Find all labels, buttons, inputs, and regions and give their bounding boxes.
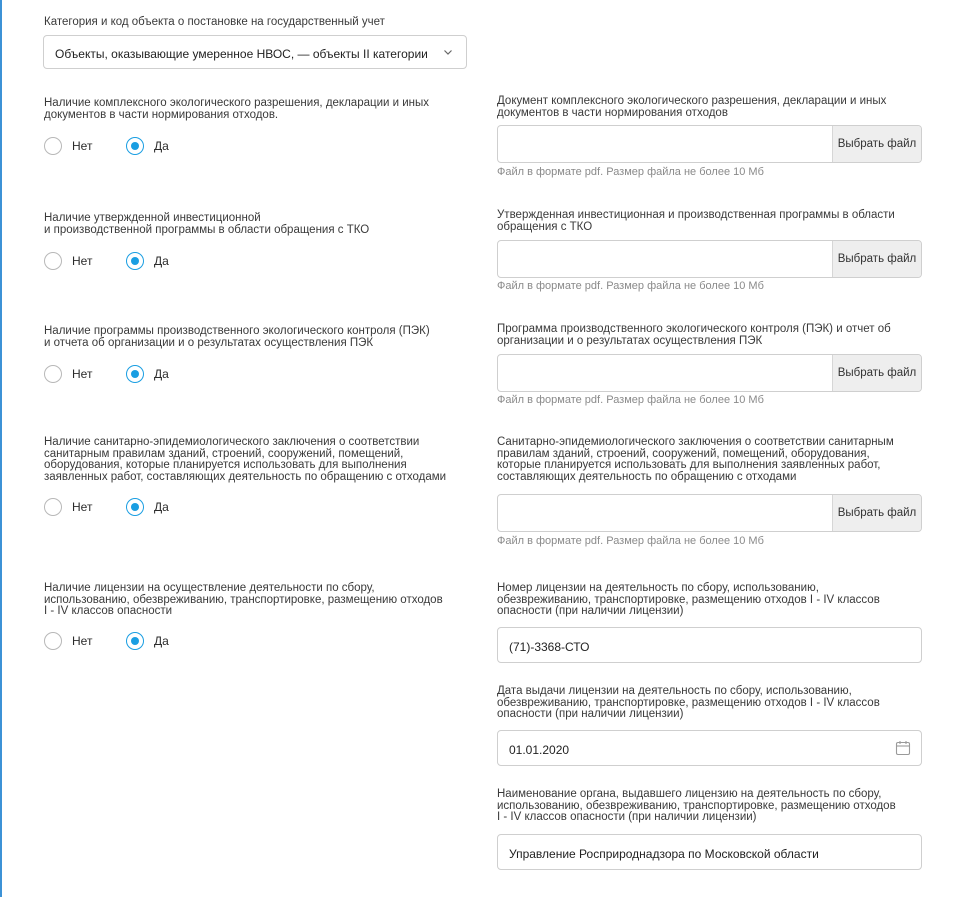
license-date-value: 01.01.2020	[509, 743, 570, 757]
investment-program-file-input[interactable]	[497, 240, 922, 278]
investment-program-doc-label: Утвержденная инвестиционная и производственная программы в области обращения с ТКО	[497, 209, 895, 233]
eco-permit-file-input[interactable]	[497, 125, 922, 163]
sanitary-radio-no[interactable]	[44, 497, 92, 517]
radio-circle[interactable]	[44, 365, 62, 383]
radio-circle-selected[interactable]	[126, 632, 144, 650]
question-sanitary-label: Наличие санитарно-эпидемиологического заключения о соответствии санитарным правилам зданий, строений, сооружений, помещений, оборудования, которые планируется использовать для выполнения заявленных работ, составляющих деятельность по обращению с отходами	[44, 436, 447, 483]
pek-radio-yes[interactable]	[126, 364, 169, 384]
radio-circle-selected[interactable]	[126, 498, 144, 516]
radio-circle-selected[interactable]	[126, 252, 144, 270]
file-hint: Файл в формате pdf. Размер файла не более 10 Мб	[497, 280, 764, 292]
radio-yes-label: Да	[154, 500, 169, 514]
radio-circle[interactable]	[44, 137, 62, 155]
license-issuer-label: Наименование органа, выдавшего лицензию на деятельность по сбору, использованию, обезвреживанию, транспортировке, размещению отходов I - IV классов опасности (при наличии лицензии)	[497, 788, 896, 823]
radio-yes-label: Да	[154, 139, 169, 153]
category-select[interactable]	[43, 35, 467, 69]
calendar-icon[interactable]	[895, 740, 911, 756]
radio-yes-label: Да	[154, 254, 169, 268]
license-date-label: Дата выдачи лицензии на деятельность по сбору, использованию, обезвреживанию, транспортировке, размещению отходов I - IV классов опасности (при наличии лицензии)	[497, 685, 880, 720]
chevron-down-icon	[443, 47, 453, 57]
choose-file-button[interactable]: Выбрать файл	[832, 241, 921, 277]
license-date-input[interactable]	[497, 730, 922, 766]
license-number-input[interactable]	[497, 627, 922, 663]
license-number-label: Номер лицензии на деятельность по сбору, использованию, обезвреживанию, транспортировке, размещению отходов I - IV классов опасности (при наличии лицензии)	[497, 582, 880, 617]
category-select-value: Объекты, оказывающие умеренное НВОС, — объекты II категории	[55, 47, 428, 61]
investment-program-radio-group	[44, 251, 224, 271]
pek-radio-group	[44, 364, 224, 384]
license-issuer-input[interactable]	[497, 834, 922, 870]
radio-no-label: Нет	[72, 634, 93, 648]
left-accent-border	[0, 0, 2, 897]
pek-radio-no[interactable]	[44, 364, 92, 384]
pek-file-input[interactable]	[497, 354, 922, 392]
radio-no-label: Нет	[72, 254, 93, 268]
category-label: Категория и код объекта о постановке на государственный учет	[44, 16, 385, 28]
choose-file-button[interactable]: Выбрать файл	[832, 495, 921, 531]
sanitary-file-input[interactable]	[497, 494, 922, 532]
question-license-label: Наличие лицензии на осуществление деятельности по сбору, использованию, обезвреживанию, транспортировке, размещению отходов I - IV классов опасности	[44, 582, 443, 617]
eco-permit-radio-yes[interactable]	[126, 136, 169, 156]
license-radio-group	[44, 631, 224, 651]
eco-permit-doc-label: Документ комплексного экологического разрешения, декларации и иных документов в части нормирования отходов	[497, 95, 887, 119]
license-radio-yes[interactable]	[126, 631, 169, 651]
radio-yes-label: Да	[154, 367, 169, 381]
choose-file-button[interactable]: Выбрать файл	[832, 126, 921, 162]
investment-program-radio-yes[interactable]	[126, 251, 169, 271]
radio-circle-selected[interactable]	[126, 365, 144, 383]
sanitary-doc-label: Санитарно-эпидемиологического заключения о соответствии санитарным правилам зданий, строений, сооружений, помещений, оборудования, которые планируется использовать для выполнения заявленных работ, составляющих деятельность по обращению с отходами	[497, 436, 894, 483]
investment-program-radio-no[interactable]	[44, 251, 92, 271]
radio-yes-label: Да	[154, 634, 169, 648]
radio-circle[interactable]	[44, 498, 62, 516]
eco-permit-radio-no[interactable]	[44, 136, 92, 156]
radio-circle[interactable]	[44, 252, 62, 270]
file-hint: Файл в формате pdf. Размер файла не более 10 Мб	[497, 166, 764, 178]
choose-file-button[interactable]: Выбрать файл	[832, 355, 921, 391]
sanitary-radio-group	[44, 497, 224, 517]
question-investment-program-label: Наличие утвержденной инвестиционной и производственной программы в области обращения с ТКО	[44, 212, 370, 236]
license-issuer-value: Управление Росприроднадзора по Московской области	[509, 847, 819, 861]
question-pek-label: Наличие программы производственного экологического контроля (ПЭК) и отчета об организации и о результатах осуществления ПЭК	[44, 325, 430, 349]
radio-no-label: Нет	[72, 367, 93, 381]
radio-no-label: Нет	[72, 139, 93, 153]
sanitary-radio-yes[interactable]	[126, 497, 169, 517]
file-hint: Файл в формате pdf. Размер файла не более 10 Мб	[497, 394, 764, 406]
eco-permit-radio-group	[44, 136, 224, 156]
radio-circle-selected[interactable]	[126, 137, 144, 155]
file-hint: Файл в формате pdf. Размер файла не более 10 Мб	[497, 535, 764, 547]
license-radio-no[interactable]	[44, 631, 92, 651]
pek-doc-label: Программа производственного экологического контроля (ПЭК) и отчет об организации и о результатах осуществления ПЭК	[497, 323, 891, 347]
radio-circle[interactable]	[44, 632, 62, 650]
radio-no-label: Нет	[72, 500, 93, 514]
question-eco-permit-label: Наличие комплексного экологического разрешения, декларации и иных документов в части нормирования отходов.	[44, 97, 430, 121]
license-number-value: (71)-3368-СТО	[509, 640, 590, 654]
